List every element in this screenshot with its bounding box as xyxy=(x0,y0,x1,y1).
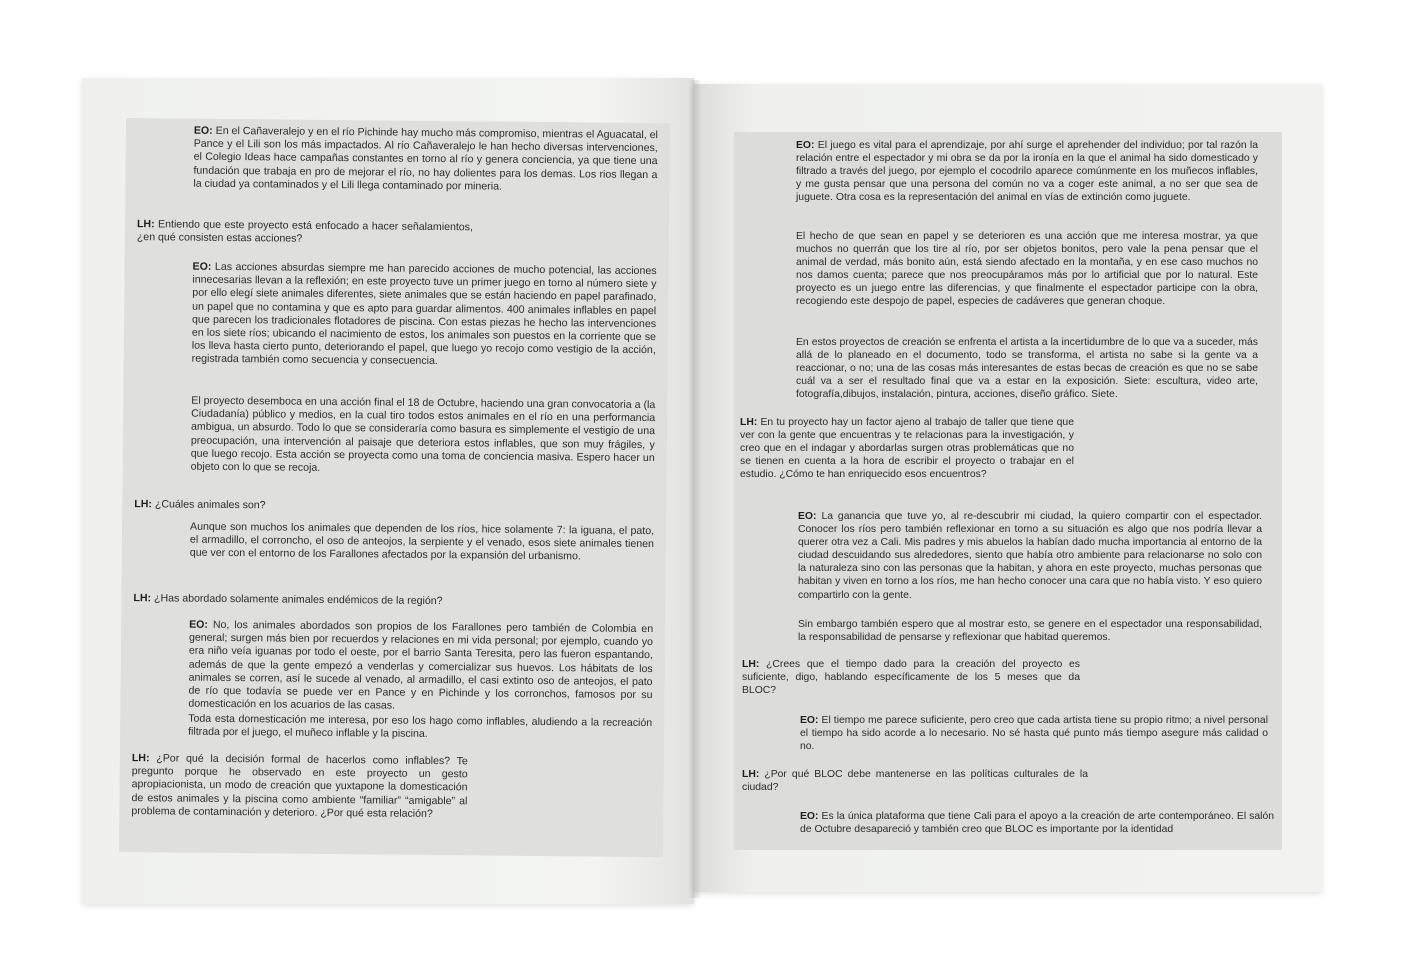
paragraph-text: Toda esta domesticación me interesa, por eso los hago como inflables, aludiendo a la recreación filtrada por el juego, el muñeco inflable y la piscina. xyxy=(188,712,653,741)
paragraph-text: Es la única plataforma que tiene Cali para el apoyo a la creación de arte contemporáneo. El salón de Octubre desapareció y también creo que BLOC es importante por la identidad xyxy=(800,811,1274,836)
paragraph-text: La ganancia que tuve yo, al re-descubrir mi ciudad, la quiero compartir con el espectador. Conocer los ríos pero también reflexionar en torno a su situación es algo que nos podría llevar a querer otra vez a Cali. Mis padres y mis abuelos la habían dado mucha importancia al entorno de la ciudad descuidando sus alrededores, siento que había otro ambiente para relacionarse no solo con la naturaleza sino con las personas que la habitan, y ahora en este proyecto, muchas personas que habitan y viven en torno a los ríos, me han hecho conocer una cara que no había visto. Y eso quiero compartirlo con la gente. xyxy=(798,511,1262,601)
paragraph-text: No, los animales abordados son propios de los Farallones pero también de Colombia en general; surgen más bien por recuerdos y relaciones en mi vida personal; por ejemplo, cuando yo era niño veía iguanas por todo el oeste, por el barrio Santa Teresita, pero las fueron espantando, además de que la gente empezó a venderlas y comercializar sus huevos. Los hábitats de los animales se corren, así le sucede al venado, al armadillo, el casi extinto oso de anteojos, el pato de río que todavía se puede ver en Pance y en Pichinde y los corronchos, famosos por su domesticación en los acuarios de las casas. xyxy=(188,618,654,712)
paragraph-text: ¿Cuáles animales son? xyxy=(154,498,266,512)
left-text-column xyxy=(119,118,670,857)
interview-question xyxy=(131,752,468,821)
interview-answer xyxy=(800,810,1274,836)
speaker-label: EO: xyxy=(193,124,213,137)
speaker-label: EO: xyxy=(796,140,815,151)
speaker-label: EO: xyxy=(798,511,817,522)
paragraph-text: En estos proyectos de creación se enfrenta el artista a la incertidumbre de lo que va a suceder, más allá de lo planeado en el documento, todo se transforma, el artista no sabe si la gente va a reaccionar, o no; una de las cosas más interesantes de estas becas de creación es que no se sabe cuál va a ser el resultado final que va a estar en la exposición. Siete: escultura, video arte, fotografía,dibujos, instalación, pintura, acciones, diseño gráfico. Siete. xyxy=(796,337,1258,401)
speaker-label: LH: xyxy=(136,218,155,231)
paragraph-text: El hecho de que sean en papel y se deterioren es una acción que me interesa mostrar, ya que muchos no querrán que los tire al río, por ser objetos bonitos, pero vale la pena pensar que el animal de verdad, más bonito aún, está siendo afectado en la montaña, y en ese caso muchos no nos damos cuenta; parece que nos preocupáramos más por lo artificial que por lo natural. Este proyecto es un juego entre las diferencias, y que finalmente el espectador participe con la obra, recogiendo este despojo de papel, especies de cadáveres que generan choque. xyxy=(796,231,1258,308)
right-text-column xyxy=(734,132,1282,850)
paragraph-text: Entiendo que este proyecto está enfocado a hacer señalamientos, ¿en qué consisten estas acciones? xyxy=(136,218,474,245)
paragraph-text: ¿Has abordado solamente animales endémicos de la región? xyxy=(153,592,443,608)
speaker-label: LH: xyxy=(131,752,150,765)
interview-answer xyxy=(188,619,653,716)
interview-question xyxy=(137,218,473,248)
paragraph-text: Aunque son muchos los animales que dependen de los ríos, hice solamente 7: la iguana, el pato, el armadillo, el corroncho, el oso de anteojos, la serpiente y el venado, esos siete animales tienen que ver con el entorno de los Farallones afectados por la expansión del urbanismo. xyxy=(189,520,655,563)
paragraph-text: ¿Por qué la decisión formal de hacerlos como inflables? Te pregunto porque he observado en este proyecto un gesto apropiacionista, un modo de creación que yuxtapone la domesticación de estos animales y la piscina como ambiente “familiar” “amigable” al problema de contaminación y deterioro. ¿Por qué esta relación? xyxy=(131,752,468,820)
interview-question xyxy=(742,658,1080,697)
interview-answer-continued xyxy=(796,230,1258,309)
paragraph-text: El proyecto desemboca en una acción final el 18 de Octubre, haciendo una gran convocatoria a (la Ciudadanía) público y medios, en la cual tiro todos estos animales en el río en una performancia ambigua, un absurdo. Todo lo que se consideraría como basura es simplemente el vestigio de una preocupación, una intervención al paisaje que deteriora estos inflables, que son muy frágiles, y que luego recojo. Esta acción se proyecta como una toma de conciencia masiva. Espero hacer un objeto con lo que se recoja. xyxy=(190,394,656,474)
speaker-label: EO: xyxy=(189,618,209,631)
interview-answer xyxy=(800,714,1268,753)
interview-answer xyxy=(192,261,657,371)
interview-question xyxy=(742,768,1088,794)
interview-answer-continued xyxy=(796,336,1258,401)
paragraph-text: ¿Crees que el tiempo dado para la creación del proyecto es suficiente, digo, hablando específicamente de los 5 meses que da BLOC? xyxy=(742,659,1080,697)
interview-question xyxy=(134,498,534,515)
interview-answer xyxy=(796,139,1258,204)
speaker-label: EO: xyxy=(800,715,819,726)
interview-answer-continued xyxy=(188,713,652,744)
paragraph-text: El tiempo me parece suficiente, pero creo que cada artista tiene su propio ritmo; a nivel personal el tiempo ha sido acorde a lo necesario. No sé hasta qué punto más tiempo asegure más calidad o no. xyxy=(800,715,1269,753)
speaker-label: LH: xyxy=(133,592,152,605)
interview-answer xyxy=(193,125,658,195)
speaker-label: LH: xyxy=(742,769,760,780)
speaker-label: EO: xyxy=(192,260,212,273)
paragraph-text: En tu proyecto hay un factor ajeno al trabajo de taller que tiene que ver con la gente que encuentras y te relacionas para la investigación, y creo que en el indagar y abordarlas surgen otras problemáticas que no se tienen en cuenta a la hora de escribir el proyecto o trabajar en el estudio. ¿Cómo te han enriquecido esos encuentros? xyxy=(740,417,1074,481)
interview-question xyxy=(133,592,533,609)
speaker-label: LH: xyxy=(134,498,153,511)
interview-answer-continued xyxy=(191,395,656,479)
paragraph-text: Las acciones absurdas siempre me han parecido acciones de mucho potencial, las acciones innecesarias llevan a la reflexión; en este proyecto tuve un primer juego en torno al número siete y por ello elegí siete animales diferentes, siete animales que se están haciendo en papel parafinado, un papel que no contamina y que es apto para guardar alimentos. 400 animales inflables en papel que parecen los tradicionales flotadores de piscina. Con estas piezas he hecho las intervenciones en los siete ríos; ubicando el nacimiento de estos, los animales son puestos en la corriente que se los lleva hasta cierto punto, deteriorando el papel, que luego yo recojo como vestigio de la acción, registrada también como secuencia y consecuencia. xyxy=(191,260,657,368)
speaker-label: LH: xyxy=(740,417,758,428)
interview-question xyxy=(740,416,1074,481)
interview-answer-continued xyxy=(190,521,654,565)
paragraph-text: El juego es vital para el aprendizaje, por ahí surge el aprehender del individuo; por tal razón la relación entre el espectador y mi obra se da por la ironía en la que el animal ha sido domesticado y filtrado a través del juego, por ejemplo el cocodrilo aparece comúnmente en los muñecos inflables, y me gusta pensar que una persona del común no va a coger este animal, a no ser que sea de juguete. Otra cosa es la representación del animal en vías de extinción como juguete. xyxy=(796,140,1259,204)
paragraph-text: Sin embargo también espero que al mostrar esto, se genere en el espectador una responsabilidad, la responsabilidad de pensarse y reflexionar que habitad queremos. xyxy=(798,619,1262,644)
speaker-label: EO: xyxy=(800,811,819,822)
speaker-label: LH: xyxy=(742,659,760,670)
interview-answer-continued xyxy=(798,618,1262,644)
interview-answer xyxy=(798,510,1262,602)
paragraph-text: ¿Por qué BLOC debe mantenerse en las políticas culturales de la ciudad? xyxy=(742,769,1088,794)
paragraph-text: En el Cañaveralejo y en el río Pichinde hay mucho más compromiso, mientras el Aguacatal, el Pance y el Lili son los más impactados. Al río Cañaveralejo le han hecho diversas intervenciones, el Colegio Ideas hace campañas constantes en torno al río y genera conciencia, ya que tiene una fundación que trabaja en pro de mejorar el río, no hay dolientes para los demas. Los rios llegan a la ciudad ya contaminados y el Lili llega contaminado por mineria. xyxy=(193,124,658,193)
booklet-gutter xyxy=(688,80,702,898)
